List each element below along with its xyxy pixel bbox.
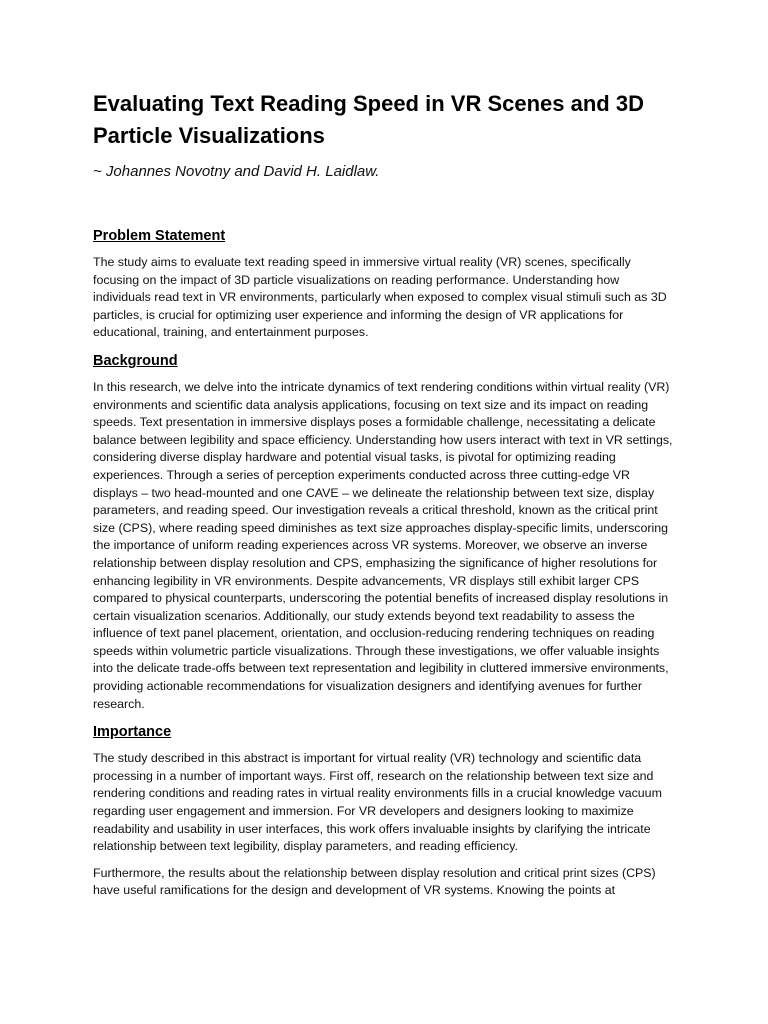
document-authors: ~ Johannes Novotny and David H. Laidlaw. — [93, 163, 380, 180]
section-importance — [93, 722, 676, 900]
section-problem-statement — [93, 226, 676, 342]
section-heading: Importance — [93, 724, 172, 741]
paragraph: The study described in this abstract is important for virtual reality (VR) technology and scientific data processing in a number of important ways. First off, research on the relationship between text size and rendering conditions and reading rates in virtual reality environments fills in a crucial knowledge vacuum regarding user engagement and immersion. For VR developers and designers looking to maximize readability and usability in user interfaces, this work offers invaluable insights by clarifying the intricate relationship between text legibility, display parameters, and reading efficiency. — [93, 751, 662, 854]
document-title: Evaluating Text Reading Speed in VR Scenes and 3D Particle Visualizations — [93, 91, 644, 148]
section-background — [93, 351, 676, 713]
paragraph: Furthermore, the results about the relationship between display resolution and critical print sizes (CPS) have useful ramifications for the design and development of VR systems. Knowing the points at — [93, 865, 656, 898]
paragraph: The study aims to evaluate text reading speed in immersive virtual reality (VR) scenes, specifically focusing on the impact of 3D particle visualizations on reading performance. Understanding how individuals read text in VR environments, particularly when exposed to complex visual stimuli such as 3D particles, is crucial for optimizing user experience and informing the design of VR applications for educational, training, and entertainment purposes. — [93, 255, 667, 340]
section-heading: Background — [93, 352, 178, 369]
section-heading: Problem Statement — [93, 228, 226, 244]
spacer — [93, 182, 676, 226]
paragraph: In this research, we delve into the intricate dynamics of text rendering conditions within virtual reality (VR) environments and scientific data analysis applications, focusing on text size and its impact on reading speeds. Text presentation in immersive displays poses a formidable challenge, necessitating a delicate balance between legibility and space efficiency. Understanding how users interact with text in VR settings, considering diverse display hardware and potential visual tasks, is pivotal for optimizing reading experiences. Through a series of perception experiments conducted across three cutting-edge VR displays – two head-mounted and one CAVE – we delineate the relationship between text size, display parameters, and reading speed. Our investigation reveals a critical threshold, known as the critical print size (CPS), where reading speed diminishes as text size approaches display-specific limits, underscoring the importance of uniform reading experiences across VR systems. Moreover, we observe an inverse relationship between display resolution and CPS, emphasizing the significance of higher resolutions for enhancing legibility in VR environments. Despite advancements, VR displays still exhibit larger CPS compared to physical counterparts, underscoring the potential benefits of increased display resolutions in certain visualization scenarios. Additionally, our study extends beyond text readability to assess the influence of text panel placement, orientation, and occlusion-reducing rendering techniques on reading speeds within volumetric particle visualizations. Through these investigations, we offer valuable insights into the delicate trade-offs between text representation and legibility in cluttered immersive environments, providing actionable recommendations for visualization designers and identifying avenues for further research. — [93, 379, 673, 711]
